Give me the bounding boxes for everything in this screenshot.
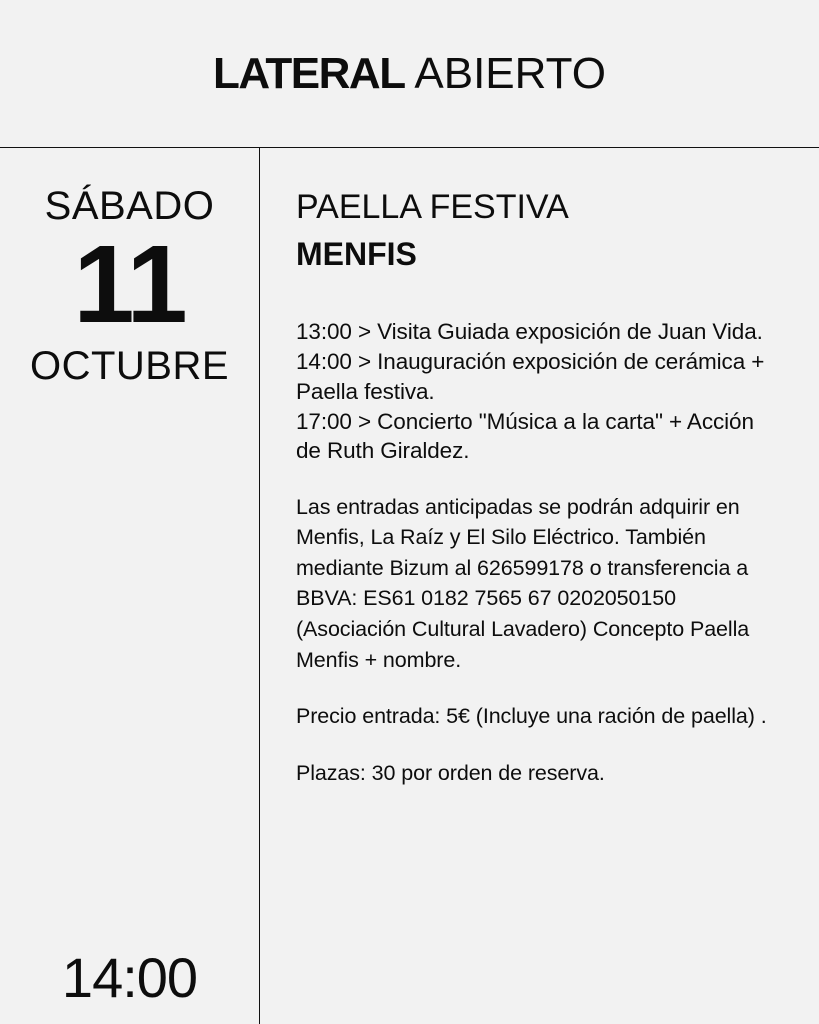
event-details bbox=[260, 148, 819, 1024]
schedule-item: 14:00 > Inauguración exposición de cerámica + Paella festiva. bbox=[296, 349, 765, 404]
poster-header bbox=[0, 0, 819, 148]
schedule-item: 17:00 > Concierto "Música a la carta" + Acción de Ruth Giraldez. bbox=[296, 408, 754, 464]
brand-name-light: ABIERTO bbox=[404, 48, 606, 98]
date-month: OCTUBRE bbox=[29, 344, 230, 388]
event-title: PAELLA FESTIVA bbox=[296, 188, 569, 226]
brand-logo bbox=[213, 48, 606, 98]
date-weekday: SÁBADO bbox=[44, 184, 215, 228]
date-panel bbox=[0, 148, 260, 1024]
brand-name-bold: LATERAL bbox=[213, 48, 405, 98]
capacity-info: Plazas: 30 por orden de reserva. bbox=[296, 760, 605, 785]
price-info: Precio entrada: 5€ (Incluye una ración de paella) . bbox=[296, 704, 767, 729]
schedule-item: 13:00 > Visita Guiada exposición de Juan Vida. bbox=[296, 319, 763, 345]
date-day-number: 11 bbox=[73, 223, 186, 346]
event-venue: MENFIS bbox=[296, 236, 417, 273]
poster-body bbox=[0, 148, 819, 1024]
event-start-time: 14:00 bbox=[61, 946, 198, 1009]
tickets-info: Las entradas anticipadas se podrán adquirir en Menfis, La Raíz y El Silo Eléctrico. También mediante Bizum al 626599178 o transferencia a BBVA: ES61 0182 7565 67 0202050150 (Asociación Cultural Lavadero) Concepto Paella Menfis + nombre. bbox=[296, 494, 750, 672]
event-schedule bbox=[296, 317, 779, 465]
